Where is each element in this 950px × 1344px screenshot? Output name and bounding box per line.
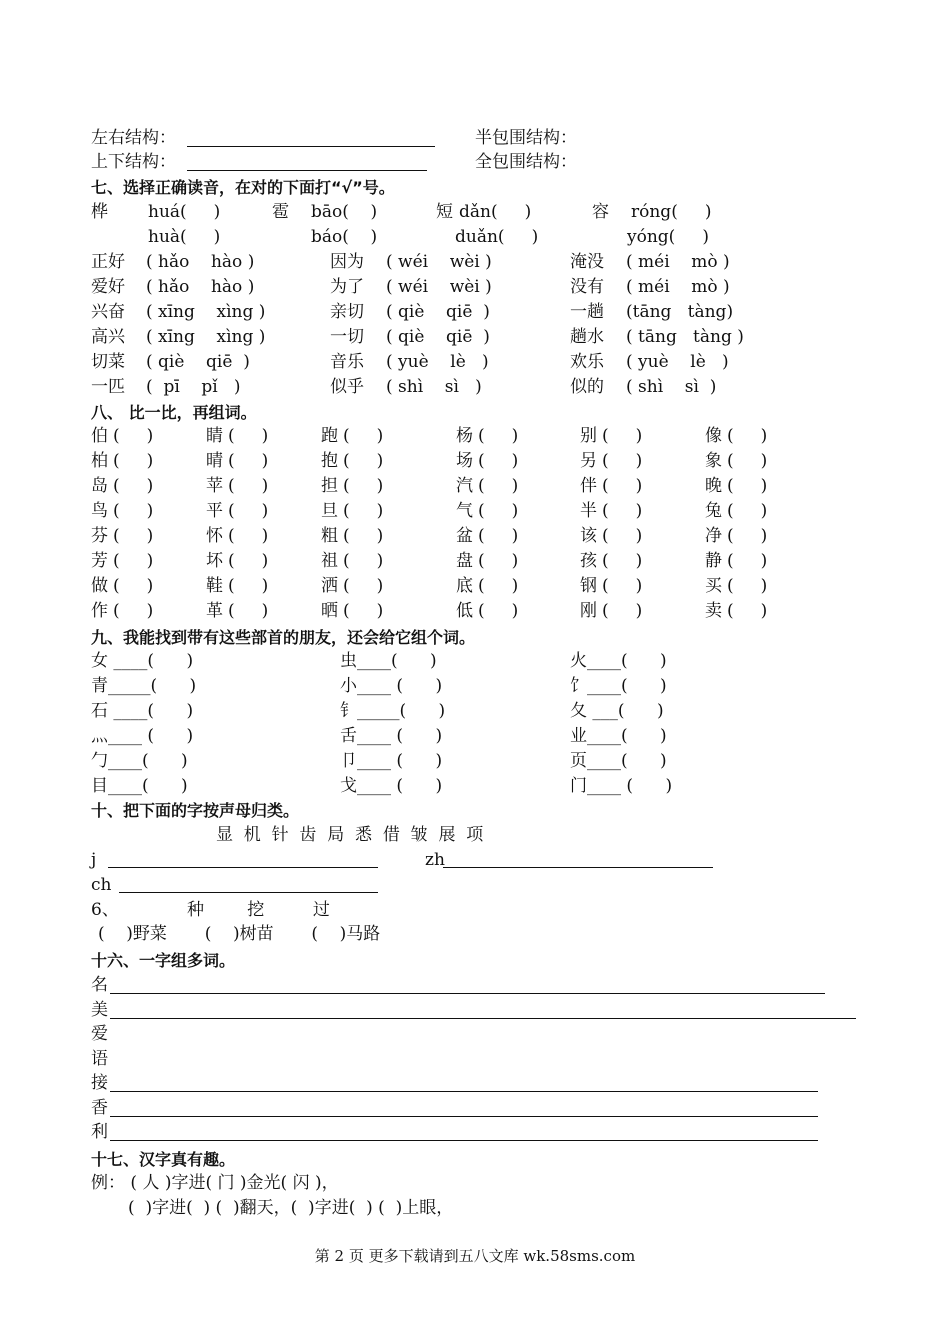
s8-char: 革 [206, 601, 223, 621]
s10-j-row [0, 848, 950, 872]
s16-answer-line[interactable] [110, 993, 825, 994]
s8-char: 洒 [321, 576, 338, 596]
s8-char: 粗 [321, 526, 338, 546]
s17-line-2 [0, 1196, 950, 1220]
s8-row [0, 424, 950, 448]
s8-char: 杨 [456, 426, 473, 446]
s7-char: 雹 [272, 202, 289, 222]
structure-row-2 [0, 150, 950, 174]
s16-row [0, 1047, 950, 1071]
s7-pinyin-choices[interactable]: ( wéi wèi ) [386, 277, 492, 297]
s9-radical-item[interactable]: 火____( ) [570, 651, 667, 671]
s16-row [0, 1071, 950, 1095]
s8-blank[interactable]: ( ) [228, 551, 269, 571]
s9-radical-item[interactable]: 戈____ ( ) [340, 776, 443, 796]
s7-option[interactable]: huà( ) [148, 227, 221, 247]
left-right-label: 左右结构： [91, 128, 176, 148]
s9-radical-item[interactable]: 舌____ ( ) [340, 726, 443, 746]
s6-label: 6、 [91, 900, 119, 920]
s7-pinyin-choices[interactable]: ( tāng tàng ) [626, 327, 744, 347]
s7-pinyin-choices[interactable]: ( qiè qiē ) [386, 302, 490, 322]
s7-option[interactable]: dǎn( ) [459, 202, 532, 222]
section-8-heading: 八、 比一比，再组词。 [91, 403, 257, 422]
s7-pinyin-choices[interactable]: ( hǎo hào ) [146, 252, 255, 272]
s8-row [0, 474, 950, 498]
s8-char: 担 [321, 476, 338, 496]
s8-blank[interactable]: ( ) [602, 576, 643, 596]
s7-pinyin-choices[interactable]: ( hǎo hào ) [146, 277, 255, 297]
s8-char: 平 [206, 501, 223, 521]
s8-blank[interactable]: ( ) [113, 551, 154, 571]
s8-blank[interactable]: ( ) [727, 601, 768, 621]
initial-j-label: j [91, 850, 97, 870]
s8-blank[interactable]: ( ) [727, 426, 768, 446]
s8-char: 汽 [456, 476, 473, 496]
s8-char: 该 [580, 526, 597, 546]
s8-char: 钢 [580, 576, 597, 596]
s7-word: 切菜 [91, 352, 125, 372]
s8-char: 别 [580, 426, 597, 446]
s7-word: 正好 [91, 252, 125, 272]
s8-char: 晒 [321, 601, 338, 621]
s16-char: 爱 [91, 1024, 108, 1044]
s16-row [0, 1096, 950, 1120]
s7-pinyin-choices[interactable]: ( méi mò ) [626, 277, 730, 297]
s8-char: 睛 [206, 426, 223, 446]
s8-char: 作 [91, 601, 108, 621]
s8-blank[interactable]: ( ) [343, 501, 384, 521]
s9-row [0, 724, 950, 748]
s7-row-2 [0, 225, 950, 249]
s7-word: 爱好 [91, 277, 125, 297]
s8-blank[interactable]: ( ) [602, 451, 643, 471]
s7-pinyin-choices[interactable]: ( shì sì ) [626, 377, 717, 397]
s8-blank[interactable]: ( ) [113, 476, 154, 496]
s7-pinyin-choices[interactable]: ( shì sì ) [386, 377, 482, 397]
s8-row [0, 449, 950, 473]
s9-radical-item[interactable]: 小____ ( ) [340, 676, 443, 696]
s8-blank[interactable]: ( ) [727, 501, 768, 521]
s16-char: 美 [91, 999, 108, 1020]
s8-blank[interactable]: ( ) [478, 451, 519, 471]
s16-answer-line[interactable] [110, 1116, 818, 1117]
s8-char: 苹 [206, 476, 223, 496]
s8-char: 跑 [321, 426, 338, 446]
full-surround-label: 全包围结构： [475, 152, 577, 172]
s8-blank[interactable]: ( ) [343, 551, 384, 571]
s7-pinyin-choices[interactable]: ( xīng xìng ) [146, 327, 266, 347]
s8-blank[interactable]: ( ) [478, 476, 519, 496]
s16-char: 香 [91, 1097, 108, 1118]
s8-blank[interactable]: ( ) [602, 426, 643, 446]
s8-char: 芬 [91, 526, 108, 546]
s8-char: 场 [456, 451, 473, 471]
s7-word: 亲切 [330, 302, 364, 322]
s8-char: 刚 [580, 601, 597, 621]
s7-option[interactable]: báo( ) [311, 227, 378, 247]
s8-blank[interactable]: ( ) [727, 526, 768, 546]
s8-blank[interactable]: ( ) [343, 526, 384, 546]
s7-option[interactable]: duǎn( ) [455, 227, 539, 247]
s9-radical-item[interactable]: 页____( ) [570, 751, 667, 771]
s8-blank[interactable]: ( ) [727, 576, 768, 596]
initial-ch-answer-line[interactable] [119, 892, 378, 893]
s8-char: 怀 [206, 526, 223, 546]
s8-blank[interactable]: ( ) [478, 601, 519, 621]
s8-blank[interactable]: ( ) [113, 451, 154, 471]
s8-row [0, 524, 950, 548]
s9-radical-item[interactable]: 饣____( ) [570, 676, 667, 696]
s9-radical-item[interactable]: 勹____( ) [91, 751, 188, 771]
s7-word-row [0, 325, 950, 349]
s7-word: 为了 [330, 277, 364, 297]
s8-char: 鞋 [206, 576, 223, 596]
s7-word-row [0, 300, 950, 324]
s7-char: 容 [592, 202, 609, 222]
s7-word: 一趟 [570, 302, 604, 322]
s7-pinyin-choices[interactable]: ( wéi wèi ) [386, 252, 492, 272]
s8-blank[interactable]: ( ) [343, 426, 384, 446]
initial-zh-label: zh [425, 850, 445, 870]
s7-pinyin-choices[interactable]: ( xīng xìng ) [146, 302, 266, 322]
s7-word-row [0, 350, 950, 374]
s8-blank[interactable]: ( ) [478, 576, 519, 596]
section-7-heading: 七、选择正确读音，在对的下面打“√”号。 [91, 178, 395, 197]
s8-char: 兔 [705, 501, 722, 521]
s7-word: 一切 [330, 327, 364, 347]
s8-char: 半 [580, 501, 597, 521]
s9-radical-item[interactable]: 青_____( ) [91, 676, 197, 696]
s7-word: 因为 [330, 252, 364, 272]
top-bottom-answer-line[interactable] [187, 170, 427, 171]
s8-char: 抱 [321, 451, 338, 471]
s7-word: 音乐 [330, 352, 364, 372]
s7-word-row [0, 375, 950, 399]
s6-words: 种 挖 过 [187, 900, 330, 920]
s8-blank[interactable]: ( ) [113, 501, 154, 521]
s7-pinyin-choices[interactable]: ( pī pǐ ) [146, 377, 241, 397]
half-surround-label: 半包围结构： [475, 128, 577, 148]
s9-radical-item[interactable]: 石 ____( ) [91, 701, 194, 721]
s16-char: 语 [91, 1048, 108, 1069]
s9-radical-item[interactable]: 业____( ) [570, 726, 667, 746]
s8-blank[interactable]: ( ) [228, 451, 269, 471]
s8-blank[interactable]: ( ) [228, 426, 269, 446]
s8-blank[interactable]: ( ) [478, 526, 519, 546]
s7-option[interactable]: huá( ) [148, 202, 221, 222]
s8-char: 盘 [456, 551, 473, 571]
s9-row [0, 649, 950, 673]
s8-blank[interactable]: ( ) [727, 451, 768, 471]
structure-row-1 [0, 126, 950, 150]
s16-row [0, 1120, 950, 1144]
s8-char: 做 [91, 576, 108, 596]
s8-blank[interactable]: ( ) [228, 601, 269, 621]
s7-char: 短 [436, 202, 453, 222]
s8-char: 另 [580, 451, 597, 471]
s8-char: 鸟 [91, 501, 108, 521]
s8-char: 盆 [456, 526, 473, 546]
top-bottom-label: 上下结构： [91, 152, 176, 172]
initial-zh-answer-line[interactable] [443, 867, 713, 868]
s7-row-1 [0, 200, 950, 224]
section-17-heading: 十七、汉字真有趣。 [91, 1150, 236, 1169]
s7-word: 似的 [570, 377, 604, 397]
s6-phrases[interactable]: ( )野菜 ( )树苗 ( )马路 [98, 924, 381, 944]
s8-char: 祖 [321, 551, 338, 571]
s9-row [0, 674, 950, 698]
s8-blank[interactable]: ( ) [602, 526, 643, 546]
s16-char: 接 [91, 1073, 108, 1093]
s7-word: 没有 [570, 277, 604, 297]
s9-row [0, 749, 950, 773]
s8-blank[interactable]: ( ) [228, 501, 269, 521]
s9-row [0, 774, 950, 798]
s7-word: 欢乐 [570, 352, 604, 372]
s8-char: 伯 [91, 426, 108, 446]
s7-word: 趟水 [570, 327, 604, 347]
s8-blank[interactable]: ( ) [343, 576, 384, 596]
s8-blank[interactable]: ( ) [478, 501, 519, 521]
s7-pinyin-choices[interactable]: ( qiè qiē ) [146, 352, 250, 372]
s9-radical-item[interactable]: 夂 ___( ) [570, 701, 664, 721]
s8-row [0, 499, 950, 523]
s8-blank[interactable]: ( ) [343, 451, 384, 471]
s9-radical-item[interactable]: 女 ____( ) [91, 651, 194, 671]
s7-word-row [0, 250, 950, 274]
s8-blank[interactable]: ( ) [602, 601, 643, 621]
s8-blank[interactable]: ( ) [343, 476, 384, 496]
s7-pinyin-choices[interactable]: ( yuè lè ) [386, 352, 489, 372]
s7-word: 一匹 [91, 377, 125, 397]
s16-char: 名 [91, 975, 108, 995]
s8-row [0, 549, 950, 573]
s10-chars-row [0, 823, 950, 847]
s8-blank[interactable]: ( ) [478, 551, 519, 571]
initial-j-answer-line[interactable] [108, 867, 378, 868]
s8-char: 静 [705, 551, 722, 571]
s8-blank[interactable]: ( ) [727, 476, 768, 496]
s16-row [0, 973, 950, 997]
s8-char: 柏 [91, 451, 108, 471]
s8-row [0, 599, 950, 623]
s6-phrases-row [0, 922, 950, 946]
s8-blank[interactable]: ( ) [602, 551, 643, 571]
s9-row [0, 699, 950, 723]
s7-pinyin-choices[interactable]: ( qiè qiē ) [386, 327, 490, 347]
s8-char: 晴 [206, 451, 223, 471]
s17-example: 例： ( 人 )字进( 门 )金光( 闪 )， [91, 1173, 339, 1193]
s9-radical-item[interactable]: 虫____( ) [340, 651, 437, 671]
s7-word: 高兴 [91, 327, 125, 347]
s16-row [0, 998, 950, 1022]
s8-blank[interactable]: ( ) [113, 601, 154, 621]
s8-blank[interactable]: ( ) [113, 576, 154, 596]
s16-answer-line[interactable] [110, 1140, 818, 1141]
s7-word-row [0, 275, 950, 299]
initial-ch-label: ch [91, 875, 112, 895]
s7-option[interactable]: bāo( ) [311, 202, 378, 222]
s8-char: 孩 [580, 551, 597, 571]
left-right-answer-line[interactable] [187, 146, 435, 147]
s7-pinyin-choices[interactable]: ( méi mò ) [626, 252, 730, 272]
s7-pinyin-choices[interactable]: (tāng tàng) [626, 302, 734, 322]
section-10-heading: 十、把下面的字按声母归类。 [91, 801, 300, 820]
s8-char: 净 [705, 526, 722, 546]
s7-char: 桦 [91, 202, 108, 222]
s9-radical-item[interactable]: 钅_____( ) [340, 701, 446, 721]
s8-char: 坏 [206, 551, 223, 571]
s8-blank[interactable]: ( ) [228, 476, 269, 496]
section-16-heading: 十六、一字组多词。 [91, 951, 236, 970]
s8-char: 晚 [705, 476, 722, 496]
s8-blank[interactable]: ( ) [602, 476, 643, 496]
s8-blank[interactable]: ( ) [113, 426, 154, 446]
s7-option[interactable]: róng( ) [631, 202, 712, 222]
s8-char: 低 [456, 601, 473, 621]
s9-radical-item[interactable]: 目____( ) [91, 776, 188, 796]
page-footer: 第 2 页 更多下载请到五八文库 wk.58sms.com [314, 1247, 636, 1265]
s8-char: 旦 [321, 501, 338, 521]
s17-exercise[interactable]: ( )字进( ) ( )翻天，( )字进( ) ( )上眼， [128, 1198, 454, 1218]
s8-char: 岛 [91, 476, 108, 496]
s8-char: 芳 [91, 551, 108, 571]
s9-radical-item[interactable]: 卩____ ( ) [340, 751, 443, 771]
s16-row [0, 1022, 950, 1046]
s8-blank[interactable]: ( ) [727, 551, 768, 571]
s17-example-row [0, 1171, 950, 1195]
s8-char: 象 [705, 451, 722, 471]
s7-pinyin-choices[interactable]: ( yuè lè ) [626, 352, 729, 372]
section-9-heading: 九、我能找到带有这些部首的朋友，还会给它组个词。 [91, 628, 476, 647]
s8-row [0, 574, 950, 598]
s9-radical-item[interactable]: 灬____ ( ) [91, 726, 194, 746]
s8-char: 买 [705, 576, 722, 596]
s8-blank[interactable]: ( ) [228, 576, 269, 596]
s8-blank[interactable]: ( ) [343, 601, 384, 621]
s7-word: 似乎 [330, 377, 364, 397]
s8-char: 底 [456, 576, 473, 596]
s8-blank[interactable]: ( ) [602, 501, 643, 521]
s10-chars: 显 机 针 齿 局 悉 借 皱 展 项 [216, 825, 484, 845]
s10-ch-row [0, 873, 950, 897]
s8-char: 卖 [705, 601, 722, 621]
s8-char: 气 [456, 501, 473, 521]
s16-answer-line[interactable] [110, 1091, 818, 1092]
s8-char: 伴 [580, 476, 597, 496]
s8-char: 像 [705, 426, 722, 446]
s8-blank[interactable]: ( ) [228, 526, 269, 546]
s9-radical-item[interactable]: 门____ ( ) [570, 776, 673, 796]
s7-option[interactable]: yóng( ) [627, 227, 709, 247]
s8-blank[interactable]: ( ) [478, 426, 519, 446]
s7-word: 淹没 [570, 252, 604, 272]
s8-blank[interactable]: ( ) [113, 526, 154, 546]
s16-char: 利 [91, 1122, 108, 1142]
s6-words-row [0, 898, 950, 922]
s7-word: 兴奋 [91, 302, 125, 322]
s16-answer-line[interactable] [110, 1018, 856, 1019]
